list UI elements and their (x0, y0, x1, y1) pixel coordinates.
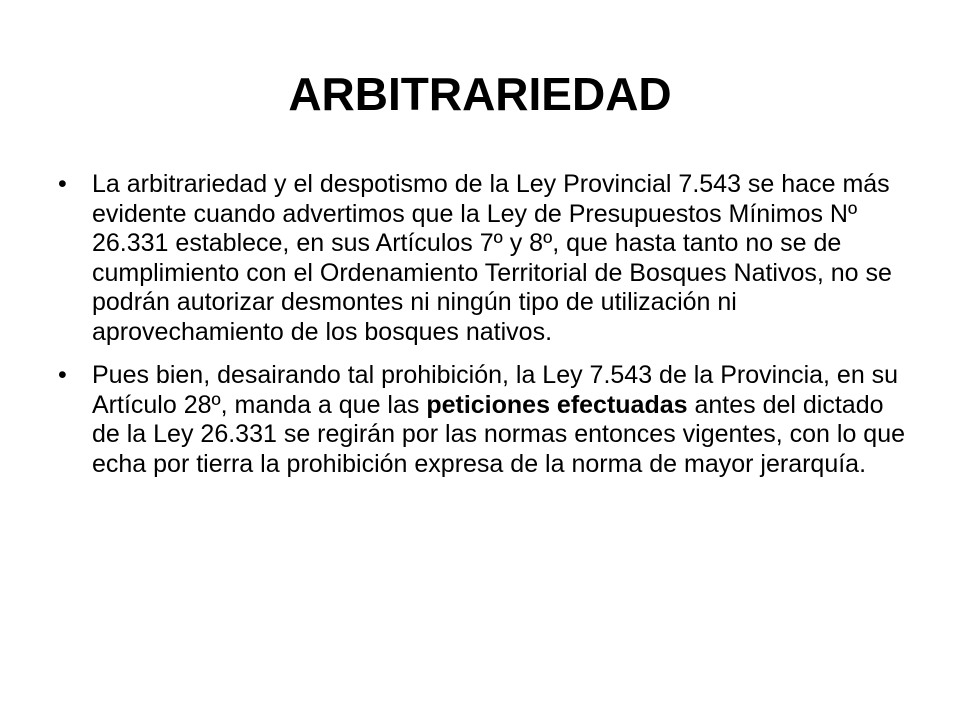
bullet-text-segment: Pues bien, desairando tal prohibición, la Ley 7.543 de la Provincia, en su Artículo 28º, manda a que las (92, 361, 899, 419)
bullet-item (48, 361, 908, 479)
bullet-item (48, 170, 908, 347)
slide-title: ARBITRARIEDAD (288, 68, 672, 120)
bullet-text-emphasis: peticiones efectuadas (426, 390, 688, 419)
bullet-list (48, 170, 908, 493)
bullet-dot-icon: • (58, 361, 67, 389)
bullet-text-segment: La arbitrariedad y el despotismo de la Ley Provincial 7.543 se hace más evidente cuando advertimos que la Ley de Presupuestos Mínimos Nº 26.331 establece, en sus Artículos 7º y 8º, que hasta tanto no se de cumplimiento con el Ordenamiento Territorial de Bosques Nativos, no se podrán autorizar desmontes ni ningún tipo de utilización ni aprovechamiento de los bosques nativos. (92, 170, 892, 346)
bullet-dot-icon: • (58, 170, 67, 198)
bullet-text-segment: antes del dictado de la Ley 26.331 se regirán por las normas entonces vigentes, con lo que echa por tierra la prohibición expresa de la norma de mayor jerarquía. (92, 390, 906, 478)
